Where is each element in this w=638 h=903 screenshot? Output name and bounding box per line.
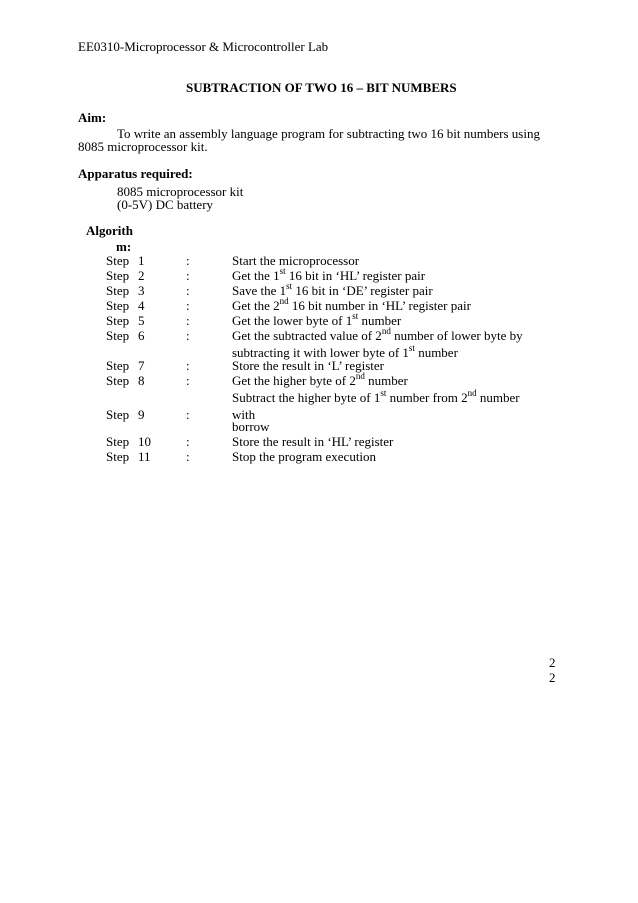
step-description-continuation: subtracting it with lower byte of 1st number: [232, 342, 458, 360]
algorithm-heading-line1: Algorith: [86, 223, 133, 238]
algorithm-heading-line2: m:: [116, 239, 132, 254]
step-description: Get the subtracted value of 2nd number of lower byte by: [232, 325, 523, 343]
step-description: Store the result in ‘HL’ register: [232, 434, 394, 449]
step-colon: :: [186, 373, 190, 388]
step-number: 1: [138, 253, 145, 268]
page-number-line2: 2: [549, 670, 556, 685]
step-number: 4: [138, 298, 145, 313]
page-title: SUBTRACTION OF TWO 16 – BIT NUMBERS: [186, 80, 457, 95]
step-description: Get the higher byte of 2nd number: [232, 370, 408, 388]
step-description-continuation: Subtract the higher byte of 1st number from 2nd number: [232, 387, 520, 405]
step-row: [0, 295, 638, 313]
step-word: Step: [106, 283, 130, 298]
step-description: Get the lower byte of 1st number: [232, 310, 402, 328]
apparatus-item: 8085 microprocessor kit: [117, 184, 244, 199]
step-colon: :: [186, 268, 190, 283]
step-word: Step: [106, 373, 130, 388]
step-word: Step: [106, 298, 130, 313]
step-colon: :: [186, 358, 190, 373]
step-row: [0, 434, 638, 449]
step-colon: :: [186, 449, 190, 464]
step-description: Get the 2nd 16 bit number in ‘HL’ register pair: [232, 295, 471, 313]
step-number: 3: [138, 283, 145, 298]
step-description-continuation: borrow: [232, 419, 270, 434]
step-colon: :: [186, 434, 190, 449]
step-row: [0, 358, 638, 373]
step-description: with: [232, 407, 256, 422]
step-number: 6: [138, 328, 145, 343]
step-colon: :: [186, 283, 190, 298]
step-word: Step: [106, 268, 130, 283]
step-word: Step: [106, 313, 130, 328]
step-colon: :: [186, 298, 190, 313]
step-row: [0, 265, 638, 283]
page-number-line1: 2: [549, 655, 556, 670]
aim-text-line1: To write an assembly language program for subtracting two 16 bit numbers using: [117, 126, 540, 141]
step-number: 2: [138, 268, 145, 283]
step-word: Step: [106, 434, 130, 449]
step-word: Step: [106, 328, 130, 343]
step-colon: :: [186, 407, 190, 422]
running-header: EE0310-Microprocessor & Microcontroller Lab: [78, 39, 329, 54]
step-colon: :: [186, 328, 190, 343]
step-number: 8: [138, 373, 145, 388]
step-row: [0, 370, 638, 388]
step-row: [0, 280, 638, 298]
step-description: Save the 1st 16 bit in ‘DE’ register pair: [232, 280, 433, 298]
apparatus-heading: Apparatus required:: [78, 166, 193, 181]
step-number: 10: [138, 434, 151, 449]
step-description: Store the result in ‘L’ register: [232, 358, 384, 373]
step-word: Step: [106, 407, 130, 422]
aim-text-line2: 8085 microprocessor kit.: [78, 139, 208, 154]
aim-heading: Aim:: [78, 110, 107, 125]
step-number: 7: [138, 358, 145, 373]
step-description: Stop the program execution: [232, 449, 377, 464]
step-row: [0, 449, 638, 464]
step-word: Step: [106, 253, 130, 268]
step-row: [0, 407, 638, 422]
step-word: Step: [106, 358, 130, 373]
step-row: [0, 253, 638, 268]
step-number: 5: [138, 313, 145, 328]
step-row: [0, 325, 638, 343]
step-row: [0, 310, 638, 328]
step-description: Get the 1st 16 bit in ‘HL’ register pair: [232, 265, 426, 283]
step-description: Start the microprocessor: [232, 253, 360, 268]
step-colon: :: [186, 253, 190, 268]
step-number: 11: [138, 449, 151, 464]
step-number: 9: [138, 407, 145, 422]
step-colon: :: [186, 313, 190, 328]
step-word: Step: [106, 449, 130, 464]
apparatus-item: (0-5V) DC battery: [117, 197, 214, 212]
